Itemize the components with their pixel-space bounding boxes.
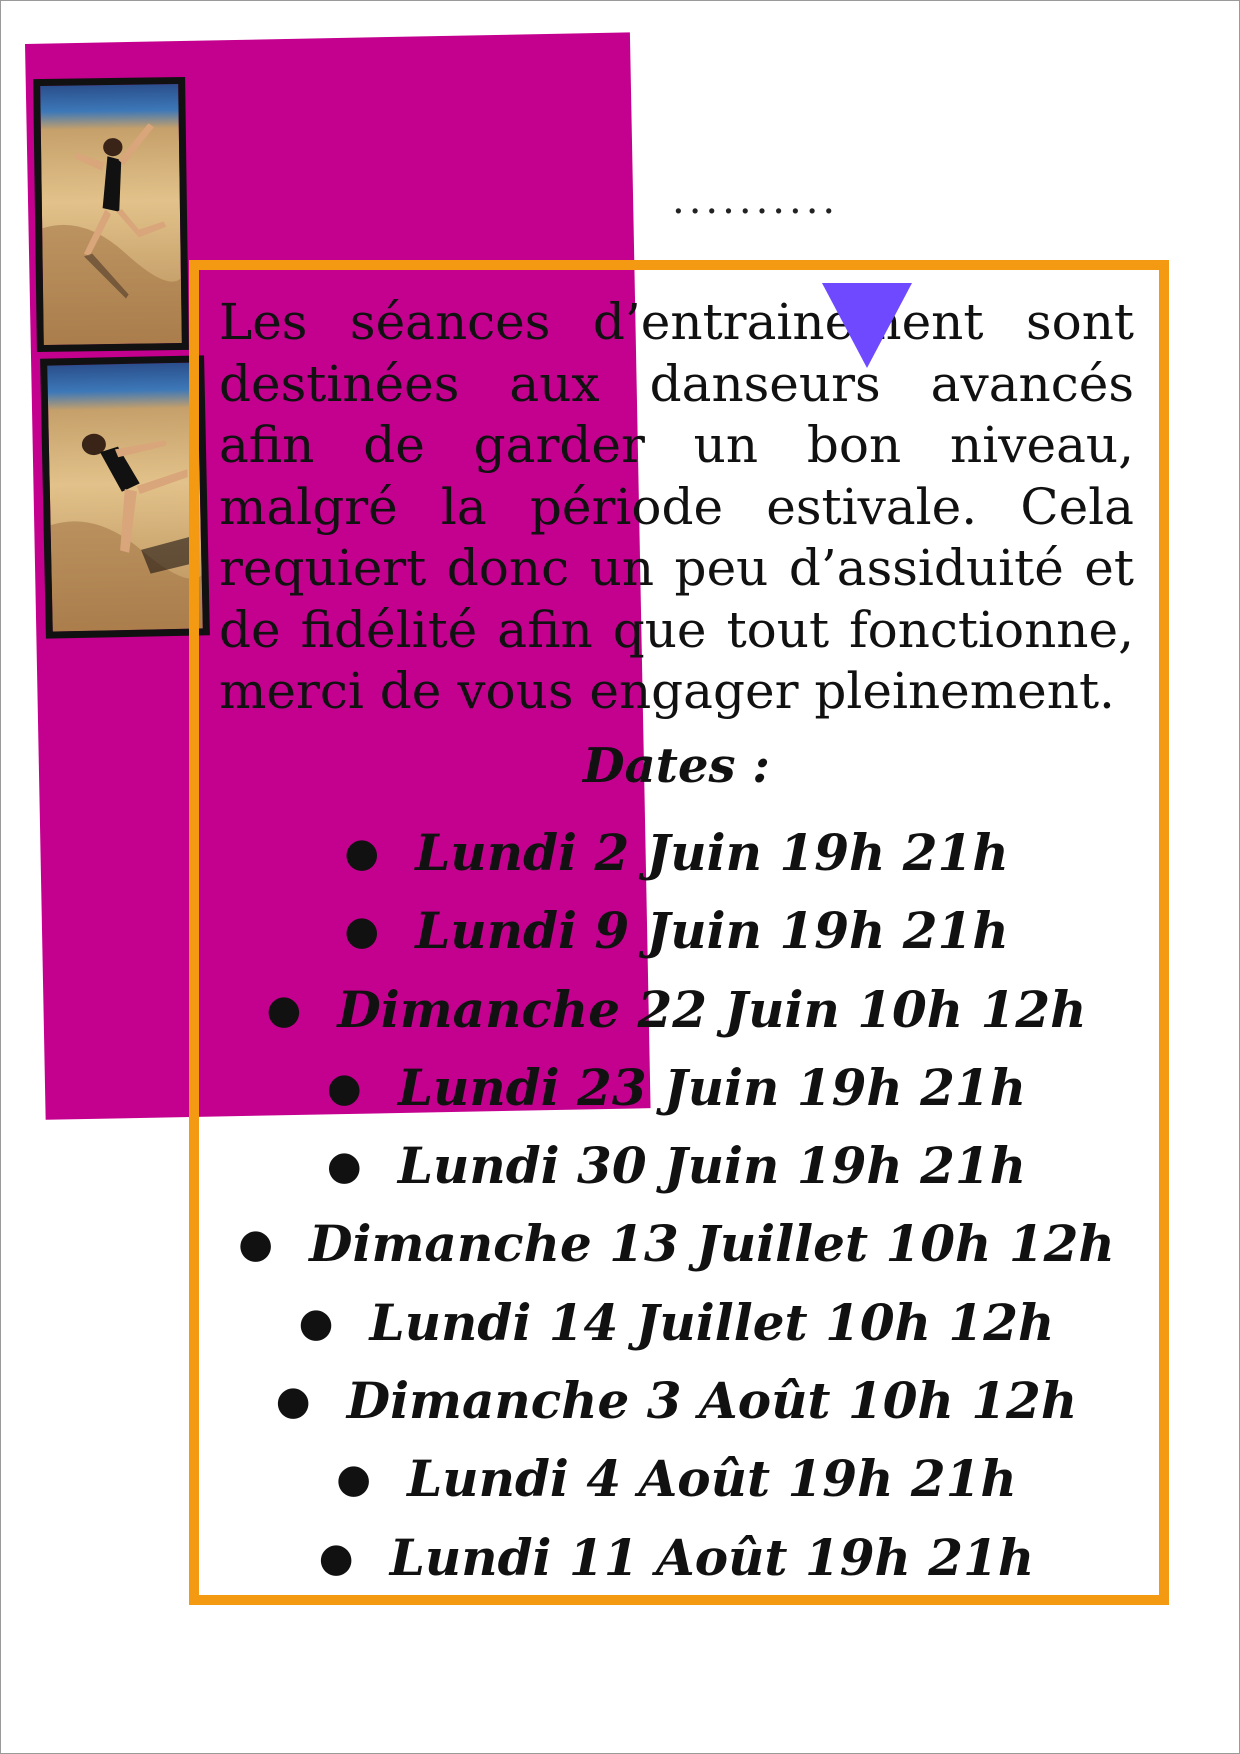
dates-heading: Dates : [583, 738, 770, 794]
date-label: Dimanche 22 Juin 10h 12h [337, 979, 1087, 1039]
bullet-icon: ● [318, 1534, 354, 1581]
list-item [219, 1205, 1134, 1283]
date-label: Lundi 14 Juillet 10h 12h [369, 1292, 1055, 1352]
intro-paragraph: Les séances d’entrainement sont destinées aux danseurs avancés afin de garder un bon niveau, malgré la période estivale. Cela requiert donc un peu d’assiduité et de fidélité afin que tout fonctionne, merci de vous engager pleinement. [219, 293, 1134, 720]
list-item [219, 1284, 1134, 1362]
date-label: Dimanche 3 Août 10h 12h [346, 1371, 1078, 1431]
bullet-icon: ● [336, 1456, 372, 1503]
bullet-icon: ● [344, 830, 380, 876]
date-label: Lundi 30 Juin 19h 21h [397, 1136, 1027, 1196]
bullet-icon: ● [238, 1221, 274, 1268]
list-item [219, 1362, 1134, 1440]
bullet-icon: ● [326, 1064, 362, 1111]
list-item [219, 1049, 1134, 1127]
date-label: Dimanche 13 Juillet 10h 12h [309, 1214, 1115, 1274]
date-label: Lundi 23 Juin 19h 21h [397, 1057, 1027, 1117]
dots-decoration: .......... [672, 177, 840, 223]
date-label: Lundi 11 Août 19h 21h [389, 1527, 1035, 1587]
list-item [219, 814, 1134, 892]
dates-list [219, 814, 1134, 1597]
list-item [219, 1127, 1134, 1205]
list-item [219, 892, 1134, 970]
triangle-icon [822, 283, 912, 368]
list-item [219, 1519, 1134, 1597]
bullet-icon: ● [298, 1299, 334, 1346]
bullet-icon: ● [275, 1378, 311, 1425]
bullet-icon: ● [344, 908, 380, 955]
dancer-photo-2 [40, 355, 210, 638]
date-label: Lundi 9 Juin 19h 21h [415, 901, 1009, 961]
bullet-icon: ● [326, 1143, 362, 1190]
bullet-icon: ● [266, 986, 302, 1033]
date-label: Lundi 2 Juin 19h 21h [415, 823, 1009, 882]
dancer-photo-1 [33, 77, 189, 352]
list-item [219, 971, 1134, 1049]
date-label: Lundi 4 Août 19h 21h [407, 1449, 1017, 1509]
dancer-silhouette-icon [47, 362, 203, 631]
dancer-silhouette-icon [40, 84, 182, 345]
list-item [219, 1440, 1134, 1518]
